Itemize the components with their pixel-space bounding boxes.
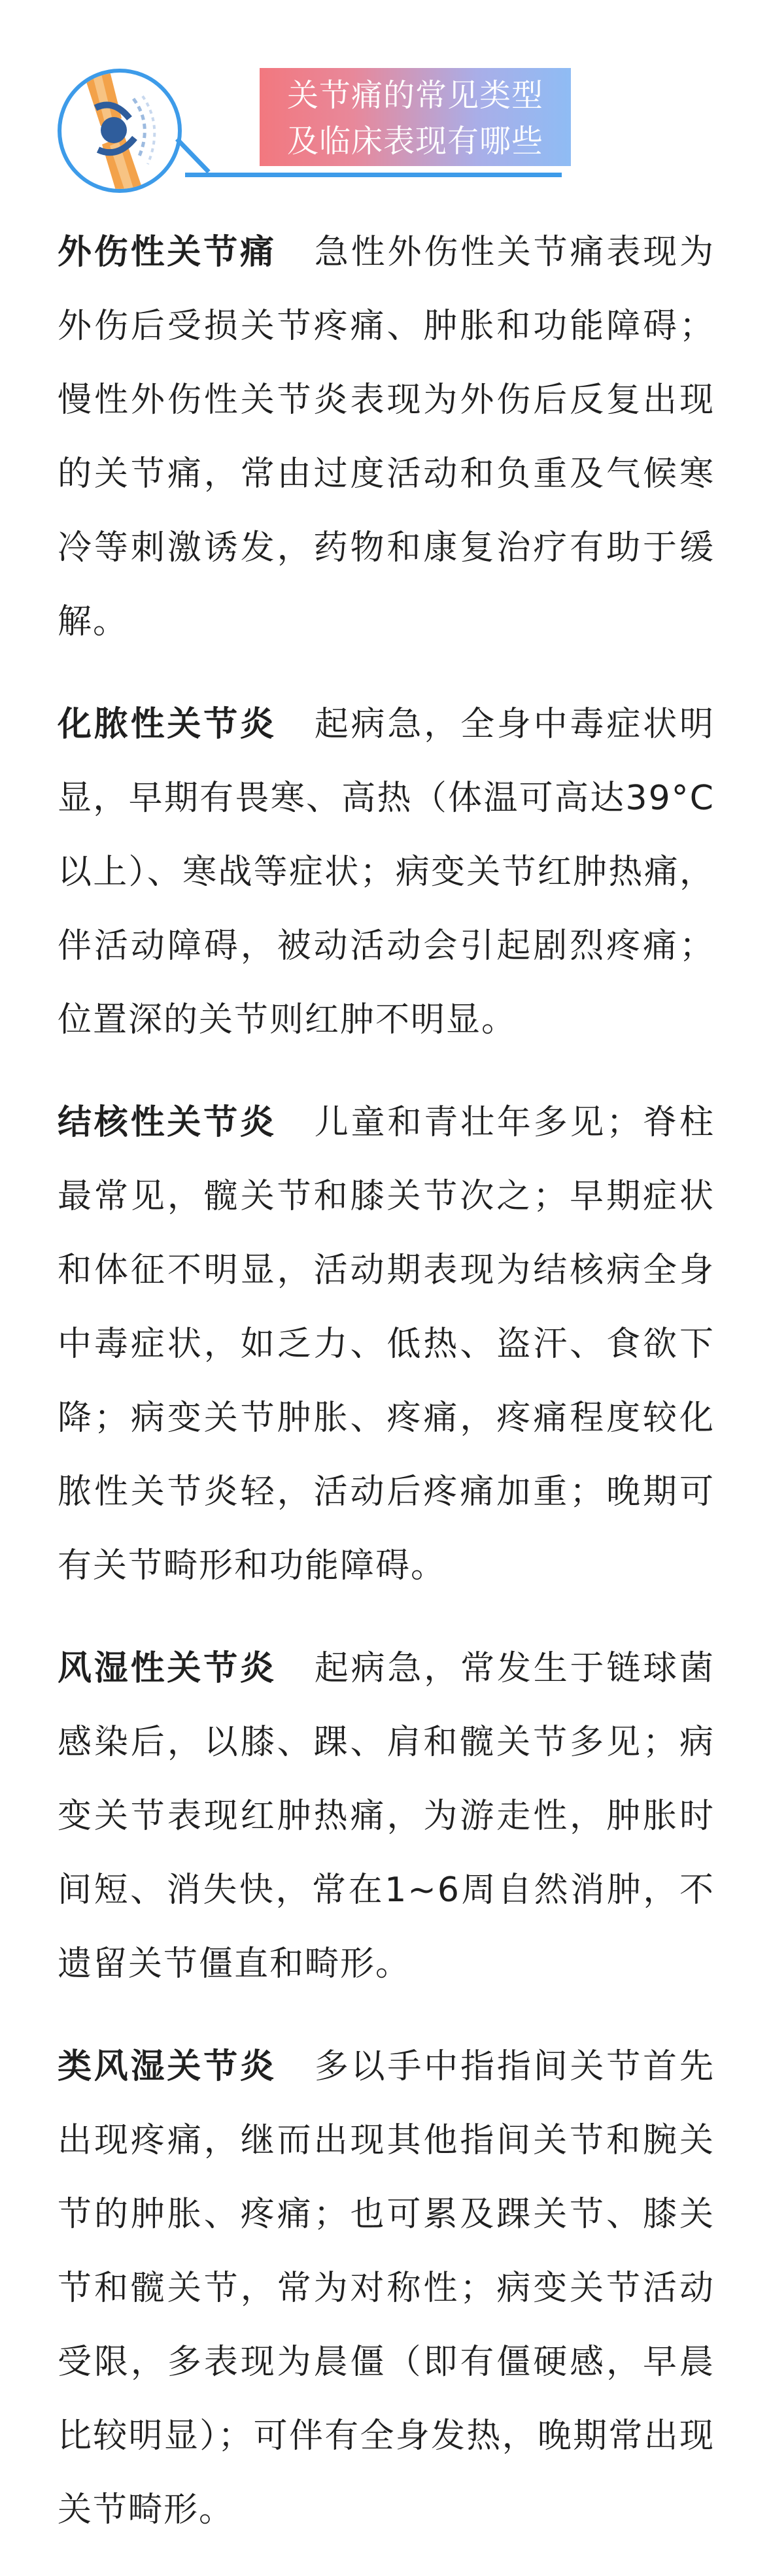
section-text: 起病急，全身中毒症状明显，早期有畏寒、高热（体温可高达39°C以上）、寒战等症状；病变关节红肿热痛，伴活动障碍，被动活动会引起剧烈疼痛；位置深的关节则红肿不明显。 [58, 705, 715, 1040]
article-body [58, 216, 715, 2576]
section-suppurative [58, 688, 715, 1057]
logo-badge [58, 69, 182, 193]
header-underline [185, 173, 562, 177]
section-label: 风湿性关节炎 [58, 1649, 277, 1688]
section-tuberculous [58, 1086, 715, 1603]
section-label: 化脓性关节炎 [58, 705, 277, 744]
section-text: 起病急，常发生于链球菌感染后，以膝、踝、肩和髋关节多见；病变关节表现红肿热痛，为游走性，肿胀时间短、消失快，常在1~6周自然消肿，不遗留关节僵直和畸形。 [58, 1649, 715, 1984]
section-text: 儿童和青壮年多见；脊柱最常见，髋关节和膝关节次之；早期症状和体征不明显，活动期表现为结核病全身中毒症状，如乏力、低热、盗汗、食欲下降；病变关节肿胀、疼痛，疼痛程度较化脓性关节炎轻，活动后疼痛加重；晚期可有关节畸形和功能障碍。 [58, 1103, 715, 1585]
section-label: 外伤性关节痛 [58, 233, 277, 272]
section-text: 急性外伤性关节痛表现为外伤后受损关节疼痛、肿胀和功能障碍；慢性外伤性关节炎表现为外伤后反复出现的关节痛，常由过度活动和负重及气候寒冷等刺激诱发，药物和康复治疗有助于缓解。 [58, 233, 715, 641]
header-connector-line [175, 137, 211, 173]
section-rheumatic [58, 1632, 715, 2001]
title-banner [260, 68, 571, 166]
header [0, 0, 771, 183]
section-label: 结核性关节炎 [58, 1103, 277, 1142]
section-text: 多以手中指指间关节首先出现疼痛，继而出现其他指间关节和腕关节的肿胀、疼痛；也可累及踝关节、膝关节和髋关节，常为对称性；病变关节活动受限，多表现为晨僵（即有僵硬感，早晨比较明显）；可伴有全身发热，晚期常出现关节畸形。 [58, 2047, 715, 2530]
section-traumatic [58, 216, 715, 659]
page-title-line1: 关节痛的常见类型 [286, 77, 543, 114]
section-rheumatoid [58, 2030, 715, 2547]
page-title-line2: 及临床表现有哪些 [286, 123, 543, 160]
knee-joint-icon [61, 73, 178, 189]
section-label: 类风湿关节炎 [58, 2047, 277, 2086]
